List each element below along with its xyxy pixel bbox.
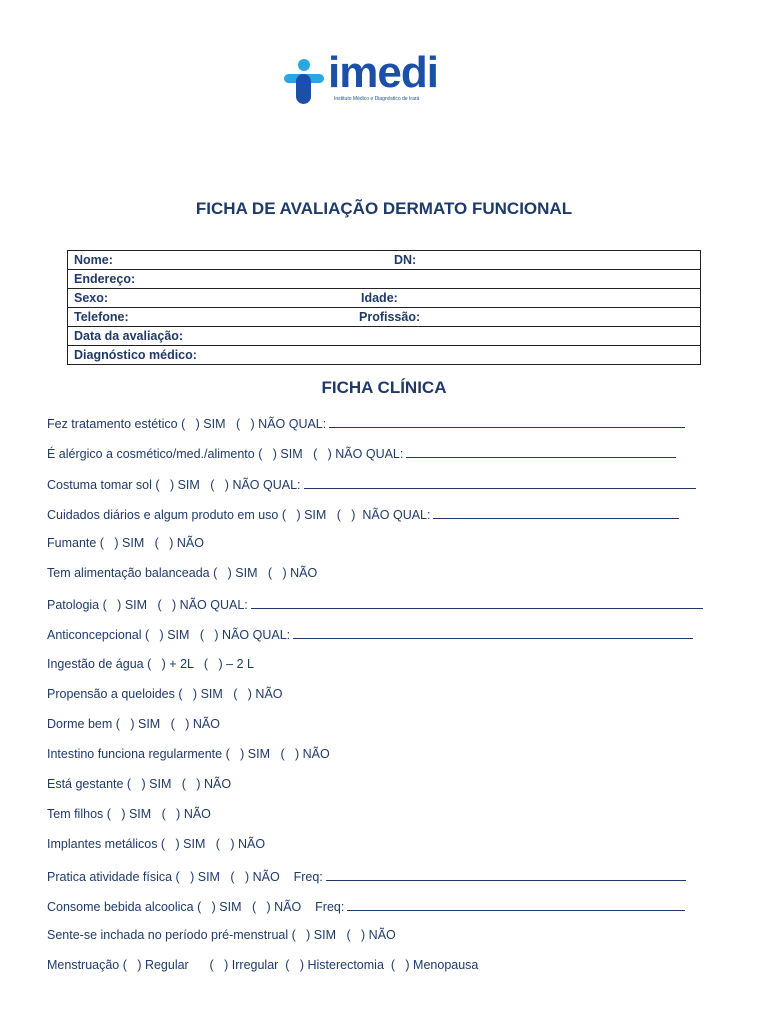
question-text: Patologia ( ) SIM ( ) NÃO QUAL: (47, 598, 248, 612)
logo-tagline: Instituto Médico e Diagnóstico de Irará (334, 96, 420, 102)
answer-line[interactable] (329, 415, 685, 428)
logo-person-icon (282, 58, 334, 106)
question-text: Está gestante ( ) SIM ( ) NÃO (47, 777, 232, 791)
question-item (47, 868, 686, 884)
diagnostico-label: Diagnóstico médico: (74, 348, 197, 362)
question-text: Tem filhos ( ) SIM ( ) NÃO (47, 807, 211, 821)
sexo-label: Sexo: (74, 291, 109, 305)
question-item (47, 445, 676, 461)
answer-line[interactable] (326, 868, 686, 881)
question-item (47, 898, 685, 914)
question-item (47, 717, 220, 731)
profissao-label: Profissão: (359, 310, 421, 324)
question-item (47, 657, 254, 671)
question-text: Sente-se inchada no período pré-menstrual ( ) SIM ( ) NÃO (47, 928, 396, 942)
question-item (47, 476, 696, 492)
table-row (68, 270, 700, 289)
nome-label: Nome: (74, 253, 113, 267)
question-text: Ingestão de água ( ) + 2L ( ) – 2 L (47, 657, 254, 671)
question-text: Menstruação ( ) Regular ( ) Irregular ( ) Histerectomia ( ) Menopausa (47, 958, 479, 972)
question-item (47, 506, 679, 522)
question-text: Intestino funciona regularmente ( ) SIM ( ) NÃO (47, 747, 330, 761)
document-title: FICHA DE AVALIAÇÃO DERMATO FUNCIONAL (195, 199, 573, 218)
question-text: É alérgico a cosmético/med./alimento ( ) SIM ( ) NÃO QUAL: (47, 447, 404, 461)
idade-label: Idade: (361, 291, 398, 305)
question-item (47, 747, 330, 761)
table-row (68, 346, 700, 364)
dn-label: DN: (394, 253, 417, 267)
question-item (47, 687, 283, 701)
question-text: Propensão a queloides ( ) SIM ( ) NÃO (47, 687, 283, 701)
question-text: Costuma tomar sol ( ) SIM ( ) NÃO QUAL: (47, 478, 301, 492)
table-row (68, 308, 700, 327)
section-title: FICHA CLÍNICA (321, 378, 447, 397)
question-item (47, 807, 211, 821)
question-item (47, 566, 317, 580)
question-item (47, 415, 685, 431)
question-text: Anticoncepcional ( ) SIM ( ) NÃO QUAL: (47, 628, 291, 642)
question-item (47, 626, 693, 642)
question-text: Fez tratamento estético ( ) SIM ( ) NÃO QUAL: (47, 417, 327, 431)
question-item (47, 536, 204, 550)
telefone-label: Telefone: (74, 310, 129, 324)
question-text: Implantes metálicos ( ) SIM ( ) NÃO (47, 837, 266, 851)
question-item (47, 837, 265, 851)
question-item (47, 928, 396, 942)
table-row (68, 251, 700, 270)
question-text: Consome bebida alcoolica ( ) SIM ( ) NÃO Freq: (47, 900, 345, 914)
answer-line[interactable] (406, 445, 676, 458)
question-text: Cuidados diários e algum produto em uso ( ) SIM ( ) NÃO QUAL: (47, 508, 431, 522)
question-item (47, 777, 231, 791)
question-text: Tem alimentação balanceada ( ) SIM ( ) NÃO (47, 566, 318, 580)
question-item (47, 958, 478, 972)
answer-line[interactable] (347, 898, 685, 911)
question-item (47, 596, 703, 612)
data-avaliacao-label: Data da avaliação: (74, 329, 184, 343)
answer-line[interactable] (304, 476, 696, 489)
identification-table (67, 250, 701, 365)
question-text: Pratica atividade física ( ) SIM ( ) NÃO Freq: (47, 870, 323, 884)
answer-line[interactable] (251, 596, 703, 609)
endereco-label: Endereço: (74, 272, 136, 286)
answer-line[interactable] (433, 506, 679, 519)
question-text: Fumante ( ) SIM ( ) NÃO (47, 536, 204, 550)
question-text: Dorme bem ( ) SIM ( ) NÃO (47, 717, 220, 731)
table-row (68, 327, 700, 346)
imedi-logo (282, 48, 452, 108)
answer-line[interactable] (293, 626, 693, 639)
table-row (68, 289, 700, 308)
logo-wordmark: imedi (328, 48, 438, 97)
